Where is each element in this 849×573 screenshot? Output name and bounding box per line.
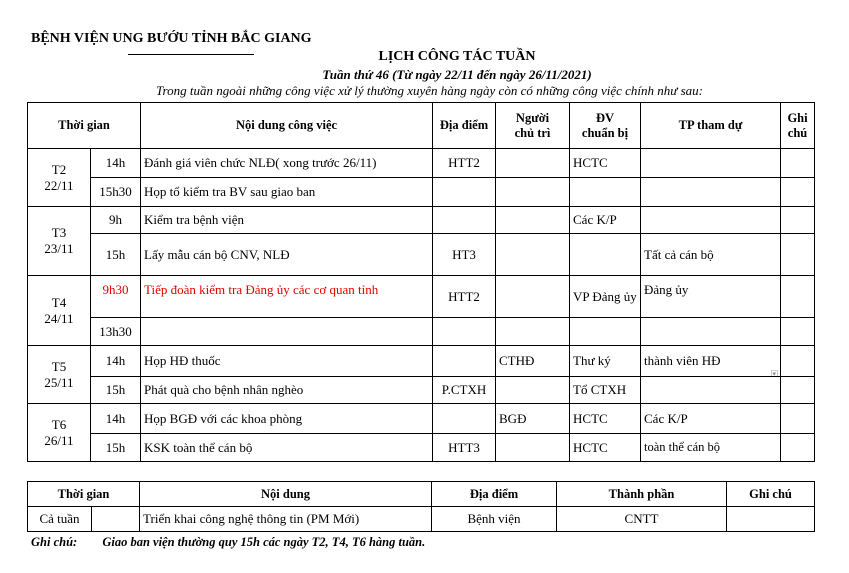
place-cell bbox=[433, 178, 496, 207]
table-header-row bbox=[28, 103, 815, 149]
attend-cell: toàn thể cán bộ bbox=[641, 434, 781, 462]
place-cell bbox=[433, 318, 496, 346]
content-cell: Họp tổ kiểm tra BV sau giao ban bbox=[141, 178, 433, 207]
time-cell: 15h bbox=[91, 377, 141, 404]
col-place-header: Địa điểm bbox=[433, 103, 496, 149]
attend-cell: Các K/P bbox=[641, 404, 781, 434]
table-row bbox=[28, 234, 815, 276]
day-cell: T2 22/11 bbox=[28, 149, 91, 207]
col-note-header: Ghi chú bbox=[781, 103, 815, 149]
attend-cell bbox=[641, 207, 781, 234]
time-cell: 15h bbox=[91, 434, 141, 462]
place-cell bbox=[433, 404, 496, 434]
col-prep-header: ĐV chuẩn bị bbox=[570, 103, 641, 149]
prep-cell: HCTC bbox=[570, 149, 641, 178]
attend-cell: thành viên HĐ ▾ bbox=[641, 346, 781, 377]
dropdown-handle-icon[interactable]: ▾ bbox=[772, 370, 777, 377]
col-content-header: Nội dung công việc bbox=[141, 103, 433, 149]
chair-cell bbox=[496, 434, 570, 462]
col-attend-header: TP tham dự bbox=[641, 103, 781, 149]
note-cell bbox=[781, 276, 815, 318]
col-note-header: Ghi chú bbox=[727, 482, 815, 507]
time-cell: 15h30 bbox=[91, 178, 141, 207]
time-cell: 14h bbox=[91, 149, 141, 178]
table-row bbox=[28, 507, 815, 532]
prep-cell: HCTC bbox=[570, 404, 641, 434]
note-cell bbox=[781, 234, 815, 276]
note-cell bbox=[781, 377, 815, 404]
table-row bbox=[28, 178, 815, 207]
chair-cell bbox=[496, 149, 570, 178]
week-range: Tuần thứ 46 (Từ ngày 22/11 đến ngày 26/11/2021) bbox=[322, 67, 592, 82]
attend-cell bbox=[641, 149, 781, 178]
table-header-row bbox=[28, 482, 815, 507]
note-cell bbox=[781, 207, 815, 234]
place-cell bbox=[433, 346, 496, 377]
place-cell bbox=[433, 207, 496, 234]
time-cell: 9h bbox=[91, 207, 141, 234]
attend-cell bbox=[641, 377, 781, 404]
place-cell: HT3 bbox=[433, 234, 496, 276]
time-cell: Cả tuần bbox=[28, 507, 92, 532]
time-cell: 13h30 bbox=[91, 318, 141, 346]
content-cell: Kiểm tra bệnh viện bbox=[141, 207, 433, 234]
place-cell: Bệnh viện bbox=[432, 507, 557, 532]
prep-cell: VP Đảng ủy bbox=[570, 276, 641, 318]
prep-cell: Các K/P bbox=[570, 207, 641, 234]
attend-cell bbox=[641, 178, 781, 207]
chair-cell bbox=[496, 276, 570, 318]
table-row bbox=[28, 318, 815, 346]
chair-cell bbox=[496, 377, 570, 404]
members-cell: CNTT bbox=[557, 507, 727, 532]
content-cell: Đánh giá viên chức NLĐ( xong trước 26/11) bbox=[141, 149, 433, 178]
content-cell: Họp HĐ thuốc bbox=[141, 346, 433, 377]
place-cell: HTT3 bbox=[433, 434, 496, 462]
chair-cell: BGĐ bbox=[496, 404, 570, 434]
chair-cell: CTHĐ bbox=[496, 346, 570, 377]
col-content-header: Nội dung bbox=[140, 482, 432, 507]
prep-cell: Thư ký bbox=[570, 346, 641, 377]
place-cell: HTT2 bbox=[433, 276, 496, 318]
table-row bbox=[28, 149, 815, 178]
footer-note bbox=[31, 535, 425, 550]
content-cell: Họp BGĐ với các khoa phòng bbox=[141, 404, 433, 434]
empty-cell bbox=[92, 507, 140, 532]
day-cell: T4 24/11 bbox=[28, 276, 91, 346]
day-cell: T5 25/11 bbox=[28, 346, 91, 404]
chair-cell bbox=[496, 178, 570, 207]
note-cell bbox=[781, 346, 815, 377]
day-cell: T6 26/11 bbox=[28, 404, 91, 462]
intro-text: Trong tuần ngoài những công việc xử lý thường xuyên hàng ngày còn có những công việc chính như sau: bbox=[156, 83, 703, 98]
col-members-header: Thành phần bbox=[557, 482, 727, 507]
attend-cell: Đảng ủy bbox=[641, 276, 781, 318]
chair-cell bbox=[496, 234, 570, 276]
place-cell: HTT2 bbox=[433, 149, 496, 178]
prep-cell: HCTC bbox=[570, 434, 641, 462]
attend-cell: Tất cả cán bộ bbox=[641, 234, 781, 276]
table-row bbox=[28, 276, 815, 318]
note-cell bbox=[781, 318, 815, 346]
document-title: LỊCH CÔNG TÁC TUẦN bbox=[378, 49, 536, 64]
content-cell bbox=[141, 318, 433, 346]
note-cell bbox=[781, 434, 815, 462]
note-cell bbox=[781, 404, 815, 434]
time-cell: 9h30 bbox=[91, 276, 141, 318]
col-time-header: Thời gian bbox=[28, 482, 140, 507]
footer-note-label: Ghi chú: bbox=[31, 535, 78, 549]
weekly-schedule-table bbox=[27, 102, 815, 462]
content-cell: Tiếp đoàn kiểm tra Đảng ủy các cơ quan tỉnh bbox=[141, 276, 433, 318]
chair-cell bbox=[496, 207, 570, 234]
note-cell bbox=[781, 178, 815, 207]
content-cell: Phát quà cho bệnh nhân nghèo bbox=[141, 377, 433, 404]
content-cell: KSK toàn thể cán bộ bbox=[141, 434, 433, 462]
time-cell: 14h bbox=[91, 346, 141, 377]
content-cell: Triển khai công nghệ thông tin (PM Mới) bbox=[140, 507, 432, 532]
note-cell bbox=[781, 149, 815, 178]
place-cell: P.CTXH bbox=[433, 377, 496, 404]
table-row bbox=[28, 434, 815, 462]
col-chair-header: Người chủ trì bbox=[496, 103, 570, 149]
prep-cell: Tổ CTXH bbox=[570, 377, 641, 404]
table-row bbox=[28, 377, 815, 404]
note-cell bbox=[727, 507, 815, 532]
hospital-name: BỆNH VIỆN UNG BƯỚU TỈNH BẮC GIANG bbox=[31, 31, 312, 46]
table-row bbox=[28, 404, 815, 434]
content-cell: Lấy mẫu cán bộ CNV, NLĐ bbox=[141, 234, 433, 276]
day-cell: T3 23/11 bbox=[28, 207, 91, 276]
chair-cell bbox=[496, 318, 570, 346]
weekly-task-table bbox=[27, 481, 815, 532]
prep-cell bbox=[570, 178, 641, 207]
time-cell: 15h bbox=[91, 234, 141, 276]
table-row bbox=[28, 346, 815, 377]
time-cell: 14h bbox=[91, 404, 141, 434]
col-time-header: Thời gian bbox=[28, 103, 141, 149]
prep-cell bbox=[570, 318, 641, 346]
prep-cell bbox=[570, 234, 641, 276]
attend-cell bbox=[641, 318, 781, 346]
col-place-header: Địa điểm bbox=[432, 482, 557, 507]
table-row bbox=[28, 207, 815, 234]
footer-note-text: Giao ban viện thường quy 15h các ngày T2, T4, T6 hàng tuần. bbox=[102, 535, 426, 549]
